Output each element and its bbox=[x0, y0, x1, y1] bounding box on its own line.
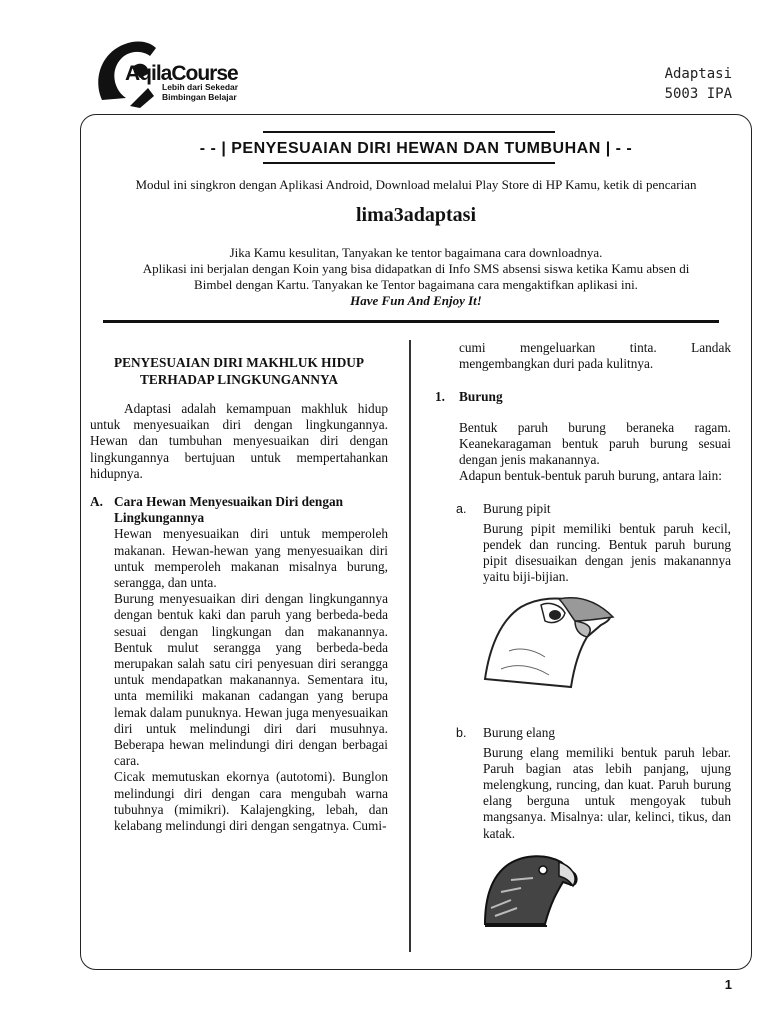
help-line-2: Aplikasi ini berjalan dengan Koin yang bisa didapatkan di Info SMS absensi siswa ketika Kamu absen di bbox=[142, 261, 690, 276]
subsection-a-marker: A. bbox=[90, 494, 103, 510]
paragraph-defense: Cicak memutuskan ekornya (autotomi). Bunglon melindungi diri dengan cara mengubah warna tubuhnya (mimikri). Kalajengking, lebah, dan kelabang melindungi diri dengan sengatnya. Cumi- bbox=[114, 769, 388, 834]
item-a-text: Burung pipit memiliki bentuk paruh kecil, pendek dan runcing. Bentuk paruh burung pipit disesuaikan dengan jenis makanannya yaitu biji-bijian. bbox=[483, 520, 731, 585]
title-rule-top bbox=[263, 131, 555, 133]
subsection-a-title-line-1: Cara Hewan Menyesuaikan Diri dengan bbox=[114, 494, 344, 510]
subsection-a-title-line-2: Lingkungannya bbox=[114, 510, 205, 526]
section-heading-line-1: PENYESUAIAN DIRI MAKHLUK HIDUP bbox=[113, 355, 365, 370]
sync-text: Modul ini singkron dengan Aplikasi Android, Download melalui Play Store di HP Kamu, ketik di pencarian bbox=[135, 177, 697, 192]
continuation-line-1: cumi mengeluarkan tinta. Landak bbox=[459, 340, 731, 355]
help-line-1: Jika Kamu kesulitan, Tanyakan ke tentor bagaimana cara downloadnya. bbox=[229, 245, 603, 260]
have-fun-text: Have Fun And Enjoy It! bbox=[350, 293, 482, 308]
left-column bbox=[90, 342, 388, 834]
paragraph-adaptasi: Adaptasi adalah kemampuan makhluk hidup untuk menyesuaikan diri dengan lingkungannya. Hewan dan tumbuhan menyesuaikan diri dengan lingkungannya bertujuan untuk mempertahankan hidupnya. bbox=[90, 401, 388, 481]
title-rule-bottom bbox=[263, 162, 555, 164]
module-topic: Adaptasi bbox=[664, 66, 732, 82]
module-title: - - | PENYESUAIAN DIRI HEWAN DAN TUMBUHAN | - - bbox=[199, 140, 633, 157]
logo-tagline bbox=[162, 82, 238, 102]
page-number: 1 bbox=[724, 977, 732, 992]
subsection-a-title bbox=[114, 494, 343, 526]
module-code: 5003 IPA bbox=[664, 86, 732, 102]
subsection-a-heading bbox=[90, 494, 388, 526]
subsection-1-marker: 1. bbox=[435, 389, 445, 405]
paragraph-beaks: Bentuk paruh burung beraneka ragam. Keanekaragaman bentuk paruh burung sesuai dengan jenis makanannya. bbox=[459, 419, 731, 468]
eagle-head-illustration bbox=[481, 848, 581, 928]
module-info bbox=[665, 64, 732, 104]
continuation-line-2: mengembangkan duri pada kulitnya. bbox=[459, 356, 654, 372]
paragraph-beak-types: Adapun bentuk-bentuk paruh burung, antara lain: bbox=[459, 468, 722, 484]
help-line-3: Bimbel dengan Kartu. Tanyakan ke Tentor bagaimana cara mengaktifkan aplikasi ini. bbox=[194, 277, 638, 292]
logo-tagline-line-1: Lebih dari Sekedar bbox=[162, 82, 239, 92]
section-heading bbox=[90, 354, 388, 388]
logo-name: AqilaCourse bbox=[125, 62, 238, 85]
subsection-1-title: Burung bbox=[459, 389, 503, 405]
subsection-a-body bbox=[90, 526, 388, 834]
right-column bbox=[435, 340, 731, 928]
item-a-marker: a. bbox=[456, 502, 467, 517]
help-text bbox=[80, 245, 752, 309]
item-b-heading bbox=[456, 725, 731, 741]
sparrow-head-illustration bbox=[479, 591, 619, 691]
section-heading-line-2: TERHADAP LINGKUNGANNYA bbox=[140, 372, 338, 387]
item-b-text: Burung elang memiliki bentuk paruh lebar. Paruh bagian atas lebih panjang, ujung melengkung, runcing, dan kuat. Paruh burung elang berguna untuk mengoyak tubuh mangsanya. Misalnya: ular, kelinci, tikus, dan katak. bbox=[483, 744, 731, 841]
item-a-heading bbox=[456, 501, 731, 517]
app-search-keyword: lima3adaptasi bbox=[355, 204, 477, 226]
intro-divider bbox=[103, 320, 719, 323]
item-b-title: Burung elang bbox=[483, 725, 556, 741]
paragraph-food: Hewan menyesuaikan diri untuk memperoleh makanan. Hewan-hewan yang menyesuaikan diri untuk memperoleh makanan misalnya burung, serangga, dan unta. bbox=[114, 526, 388, 591]
column-divider bbox=[409, 340, 411, 952]
logo-tagline-line-2: Bimbingan Belajar bbox=[162, 92, 237, 102]
subsection-1-heading bbox=[435, 389, 731, 405]
item-a-title: Burung pipit bbox=[483, 501, 551, 517]
paragraph-birds-insects: Burung menyesuaikan diri dengan lingkungannya dengan bentuk kaki dan paruh yang berbeda-beda sesuai dengan lingkungan dan makanannya. Bentuk mulut serangga yang berbeda-beda merupakan salah satu ciri penyesuan diri serangga untuk mendapatkan makanannya. Sementara itu, unta memiliki makanan cadangan yang berupa lemak dalam punuknya. Hewan juga menyesuaikan diri untuk melindungi diri dari musuhnya. Beberapa hewan melindungi diri dengan berbagai cara. bbox=[114, 591, 388, 769]
item-b-marker: b. bbox=[456, 726, 467, 741]
